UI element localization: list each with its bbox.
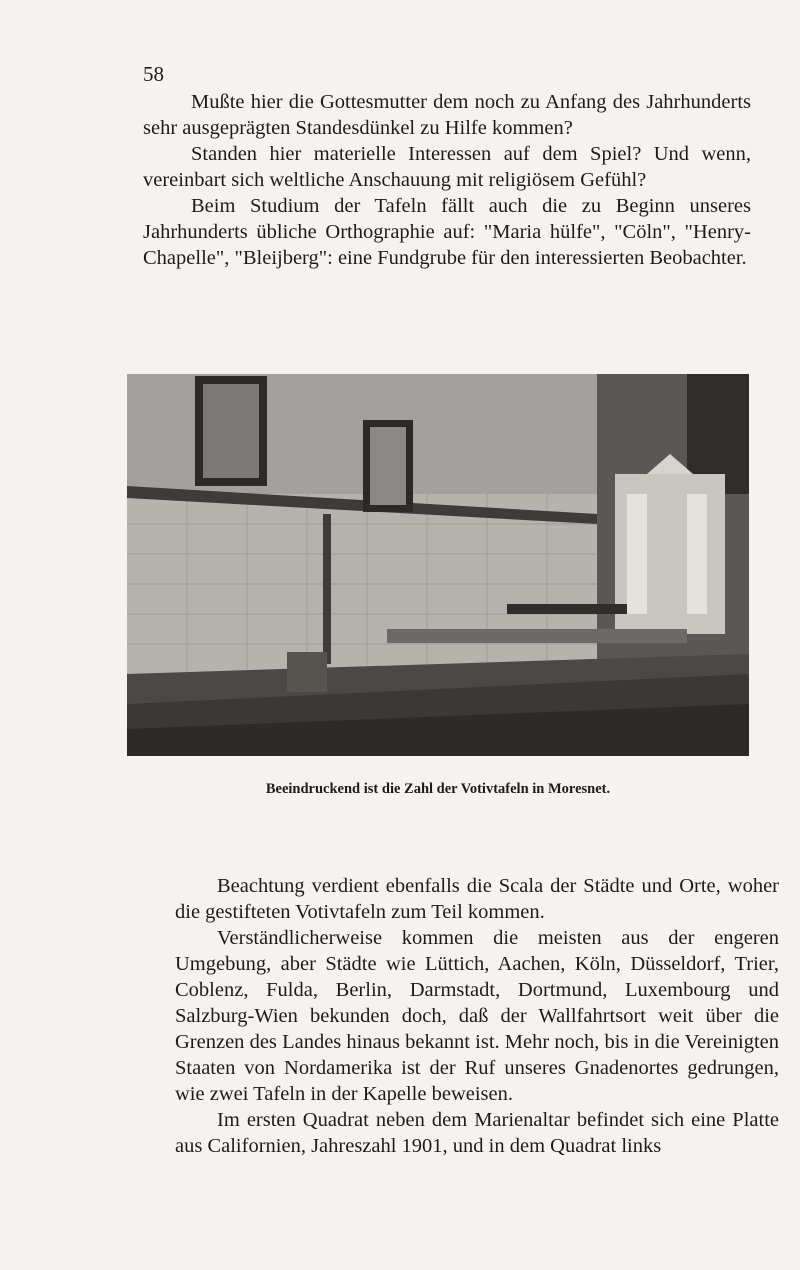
paragraph: Standen hier materielle Interessen auf dem Spiel? Und wenn, vereinbart sich weltliche Anschauung mit religiösem Gefühl? [143,143,751,191]
paragraph: Beim Studium der Tafeln fällt auch die zu Beginn unseres Jahrhunderts übliche Orthographie auf: "Maria hülfe", "Cöln", "Henry-Chapelle", "Bleijberg": eine Fundgrube für den interessierten Beobachter. [143,195,751,269]
paragraph: Beachtung verdient ebenfalls die Scala der Städte und Orte, woher die gestifteten Votivtafeln zum Teil kommen. [175,875,779,923]
top-text-block [143,89,751,271]
paragraph: Im ersten Quadrat neben dem Marienaltar befindet sich eine Platte aus Californien, Jahreszahl 1901, und in dem Quadrat links [175,1109,779,1157]
paragraph: Mußte hier die Gottesmutter dem noch zu Anfang des Jahrhunderts sehr ausgeprägten Standesdünkel zu Hilfe kommen? [143,91,751,139]
page-number: 58 [143,62,164,86]
bottom-text-block [175,873,779,1159]
figure-caption: Beeindruckend ist die Zahl der Votivtafeln in Moresnet. [265,781,611,797]
paragraph: Verständlicherweise kommen die meisten aus der engeren Umgebung, aber Städte wie Lüttich, Aachen, Köln, Düsseldorf, Trier, Coblenz, Fulda, Berlin, Darmstadt, Dortmund, Luxembourg und Salzburg-Wien bekunden doch, daß der Wallfahrtsort weit über die Grenzen des Landes hinaus bekannt ist. Mehr noch, bis in die Vereinigten Staaten von Nordamerika ist der Ruf unseres Gnadenortes gedrungen, wie zwei Tafeln in der Kapelle beweisen. [175,927,779,1105]
chapel-interior-photo [127,374,749,756]
